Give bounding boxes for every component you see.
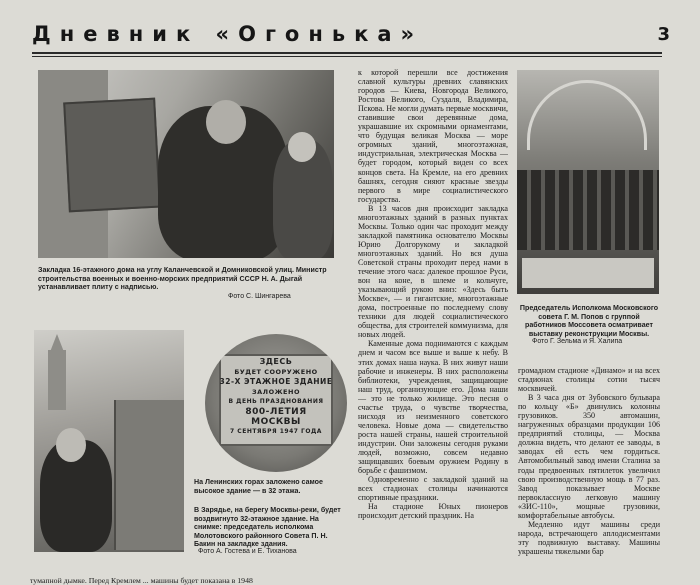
figure-minister-head — [206, 100, 246, 144]
masthead-rule-top — [32, 52, 662, 54]
column2-paragraph: Медленно идут машины среди народа, встречающего аплодисментами эту подвижную выставку. Машины украшены тяжелыми бар — [518, 519, 660, 556]
plaque-line: 32-Х ЭТАЖНОЕ ЗДАНИЕ — [219, 377, 333, 386]
photo4-caption: На Ленинских горах заложено самое высокое здание — в 32 этажа. — [194, 478, 323, 495]
photo3-caption: В Зарядье, на берегу Москвы-реки, будет воздвигнуто 32-этажное здание. На снимке: председатель исполкома Молотовского районного Совета П. Н. Бакин на закладке здания. — [194, 506, 341, 549]
figure-worker-head — [288, 132, 316, 162]
column1-paragraph: Каменные дома поднимаются с каждым днем и часом все выше и выше к небу. В этих домах наша наука. В них живут наши рабочие и инженеры. В них расположены библиотеки, учреждения, защищающие наш труд, организующие его. Дома наши — это не только жилище. Это песня о счастье труда, о чувстве творчества, нисходя из неизменного советского человека. Новые дома — свидетельство роста нашей страны, нашей строительной индустрии. Они заложены сегодня руками людей, возможно, совсем недавно защищавших боевым оружием Родину в борьбе с фашизмом. — [358, 339, 508, 476]
stone-plaque — [63, 98, 161, 213]
figure-chairman-head — [56, 428, 86, 462]
column2-paragraph: громадном стадионе «Динамо» и на всех стадионах столицы сотни тысяч москвичей. — [518, 366, 660, 394]
plaque-line: В ДЕНЬ ПРАЗДНОВАНИЯ — [228, 398, 324, 405]
plaque-line: 7 СЕНТЯБРЯ 1947 ГОДА — [230, 428, 322, 435]
page-number: 3 — [657, 24, 670, 45]
photo2-credit: Фото Г. Зельма и Я. Халипа — [532, 338, 623, 345]
column1-paragraph: Одновременно с закладкой зданий на всех стадионах столицы начинаются спортивные праздники. — [358, 475, 508, 503]
column2-paragraph: В 3 часа дня от Зубовского бульвара по кольцу «Б» двинулись колонны грузовиков. 350 автомашин, нагруженных образцами продукции 106 предприятий столицы, — Москва должна видеть, что делают ее заводы, в заводах ей есть чем гордиться. Автомобильный завод имени Сталина за годы предвоенных пятилеток увеличил свою производственную мощь в 77 раз. Завод показывает Москве первоклассную легковую машину «ЗИС-110», мощные грузовики, комфортабельные автобусы. — [518, 393, 660, 520]
photo-exhibition — [517, 70, 659, 294]
plaque-line: ЗАЛОЖЕНО — [252, 388, 300, 396]
kremlin-tower — [48, 350, 66, 410]
bottom-text-strip: тумапной дымке. Перед Кремлем ... машины будет показана в 1948 — [30, 576, 253, 585]
column1-paragraph: На стадионе Юных пионеров происходит детский праздник. На — [358, 502, 508, 521]
photo2-caption: Председатель Исполкома Московского совета Г. М. Попов с группой работников Моссовета осматривает выставку реконструкции Москвы. — [519, 304, 659, 338]
plaque-inscription — [219, 357, 333, 437]
exhibition-model-table — [522, 258, 654, 288]
photo-plaque-installation — [38, 70, 334, 258]
exhibition-crowd — [517, 170, 659, 250]
plaque-line: БУДЕТ СООРУЖЕНО — [234, 368, 318, 376]
photo1-caption: Закладка 16-этажного дома на углу Каланчевской и Домниковской улиц. Министр строительства военных и военно-морских предприятий СССР Н. А. Дыгай устанавливает плиту с надписью. — [38, 266, 327, 292]
masthead-title: Дневник «Огонька» — [32, 22, 424, 46]
masthead-rule-bottom — [32, 56, 662, 57]
article-column-middle — [358, 68, 508, 568]
bottom-photo-credit: Фото А. Гостева и Е. Тиханова — [198, 548, 297, 555]
stone-block — [114, 400, 184, 550]
photo-plaque-lenin-hills — [205, 334, 347, 472]
exhibition-arch — [527, 80, 647, 150]
plaque-line: 800-ЛЕТИЯ МОСКВЫ — [245, 407, 307, 427]
column1-paragraph: В 13 часов дня происходит закладка многоэтажных зданий в разных пунктах Москвы. Только один час проходит между закладкой памятника основателю Москвы Юрию Долгорукому и закладкой многоэтажных зданий. Но вся душа Советской страны проходит перед нами в течение этого часа: далекое прошлое Руси, вон на коне, в шлеме и кольчуге, указывающий рукою вниз: «Здесь быть Москве», — и гигантские, многоэтажные дома, построенные по последнему слову техники для людей социалистического общества, для строителей коммунизма, для новых людей. — [358, 203, 508, 340]
photo1-credit: Фото С. Шингарева — [228, 293, 291, 300]
column1-paragraph: к которой перешли все достижения славной культуры древних славянских городов — Киева, Новгорода Великого, Ростова Великого, Суздаля, Владимира, Пскова. Не могли думать первые москвичи, ставившие свои деревянные дома, украшавшие их скромными орнаментами, что будущая великая Москва — море огромных зданий, многоэтажная, индустриальная, электрическая Москва — будет городом, который виден со всех концов света. На Кремле, на его древних башнях, сегодня сияют красные звезды первого в мире социалистического государства. — [358, 68, 508, 204]
plaque-line: ЗДЕСЬ — [259, 357, 293, 366]
photo-zaryadye — [34, 330, 184, 552]
kremlin-tower-spire — [50, 334, 64, 352]
article-column-right — [518, 366, 660, 571]
